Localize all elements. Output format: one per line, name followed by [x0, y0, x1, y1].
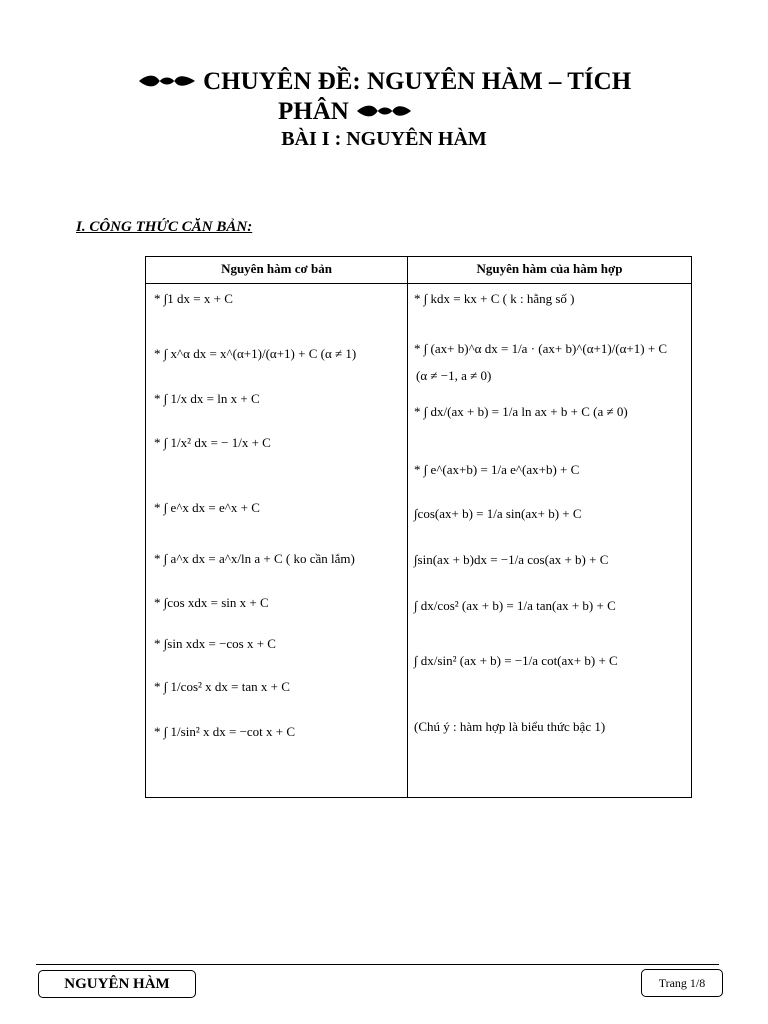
formula-right-2: * ∫ (ax+ b)^α dx = 1/a · (ax+ b)^(α+1)/(α+1) + C: [414, 341, 668, 356]
lesson-title: BÀI I : NGUYÊN HÀM: [281, 128, 487, 150]
formula-left-1: * ∫1 dx = x + C: [154, 291, 233, 306]
formula-right-5: ∫cos(ax+ b) = 1/a sin(ax+ b) + C: [414, 506, 582, 521]
formula-left-4: * ∫ 1/x² dx = − 1/x + C: [154, 435, 271, 450]
column-divider: [407, 257, 408, 797]
footer-chapter-label: NGUYÊN HÀM: [38, 970, 196, 998]
formula-left-3: * ∫ 1/x dx = ln x + C: [154, 391, 260, 406]
page-number: Trang 1/8: [641, 969, 723, 997]
right-ornament-icon: [355, 99, 413, 127]
formula-right-6: ∫sin(ax + b)dx = −1/a cos(ax + b) + C: [414, 552, 609, 567]
formula-right-3: * ∫ dx/(ax + b) = 1/a ln ax + b + C (a ≠ 0): [414, 404, 628, 419]
header-divider: [146, 283, 691, 284]
formula-left-6: * ∫ a^x dx = a^x/ln a + C ( ko cần lắm): [154, 551, 355, 566]
section-heading: I. CÔNG THỨC CĂN BẢN:: [76, 219, 253, 235]
formula-right-note: (Chú ý : hàm hợp là biểu thức bậc 1): [414, 719, 606, 734]
formula-right-8: ∫ dx/sin² (ax + b) = −1/a cot(ax+ b) + C: [414, 653, 618, 668]
title-line-2-wrap: [278, 98, 413, 127]
formula-left-10: * ∫ 1/sin² x dx = −cot x + C: [154, 724, 296, 739]
formula-left-8: * ∫sin xdx = −cos x + C: [154, 636, 276, 651]
formula-left-2: * ∫ x^α dx = x^(α+1)/(α+1) + C (α ≠ 1): [154, 346, 357, 361]
formula-left-5: * ∫ e^x dx = e^x + C: [154, 500, 260, 515]
title-line-1: CHUYÊN ĐỀ: NGUYÊN HÀM – TÍCH: [203, 68, 632, 95]
formula-right-2-condition: (α ≠ −1, a ≠ 0): [416, 368, 492, 383]
formula-table: [145, 256, 692, 798]
left-ornament-icon: [137, 69, 197, 97]
formula-right-1: * ∫ kdx = kx + C ( k : hằng số ): [414, 291, 575, 306]
formula-left-9: * ∫ 1/cos² x dx = tan x + C: [154, 679, 290, 694]
formula-left-7: * ∫cos xdx = sin x + C: [154, 595, 269, 610]
page-title: [0, 68, 768, 97]
formula-right-4: * ∫ e^(ax+b) = 1/a e^(ax+b) + C: [414, 462, 580, 477]
title-line-2: PHÂN: [278, 98, 349, 125]
footer-divider: [36, 964, 719, 965]
column-header-composite: Nguyên hàm của hàm hợp: [476, 261, 623, 276]
column-header-basic: Nguyên hàm cơ bản: [221, 261, 332, 276]
formula-right-7: ∫ dx/cos² (ax + b) = 1/a tan(ax + b) + C: [414, 598, 616, 613]
